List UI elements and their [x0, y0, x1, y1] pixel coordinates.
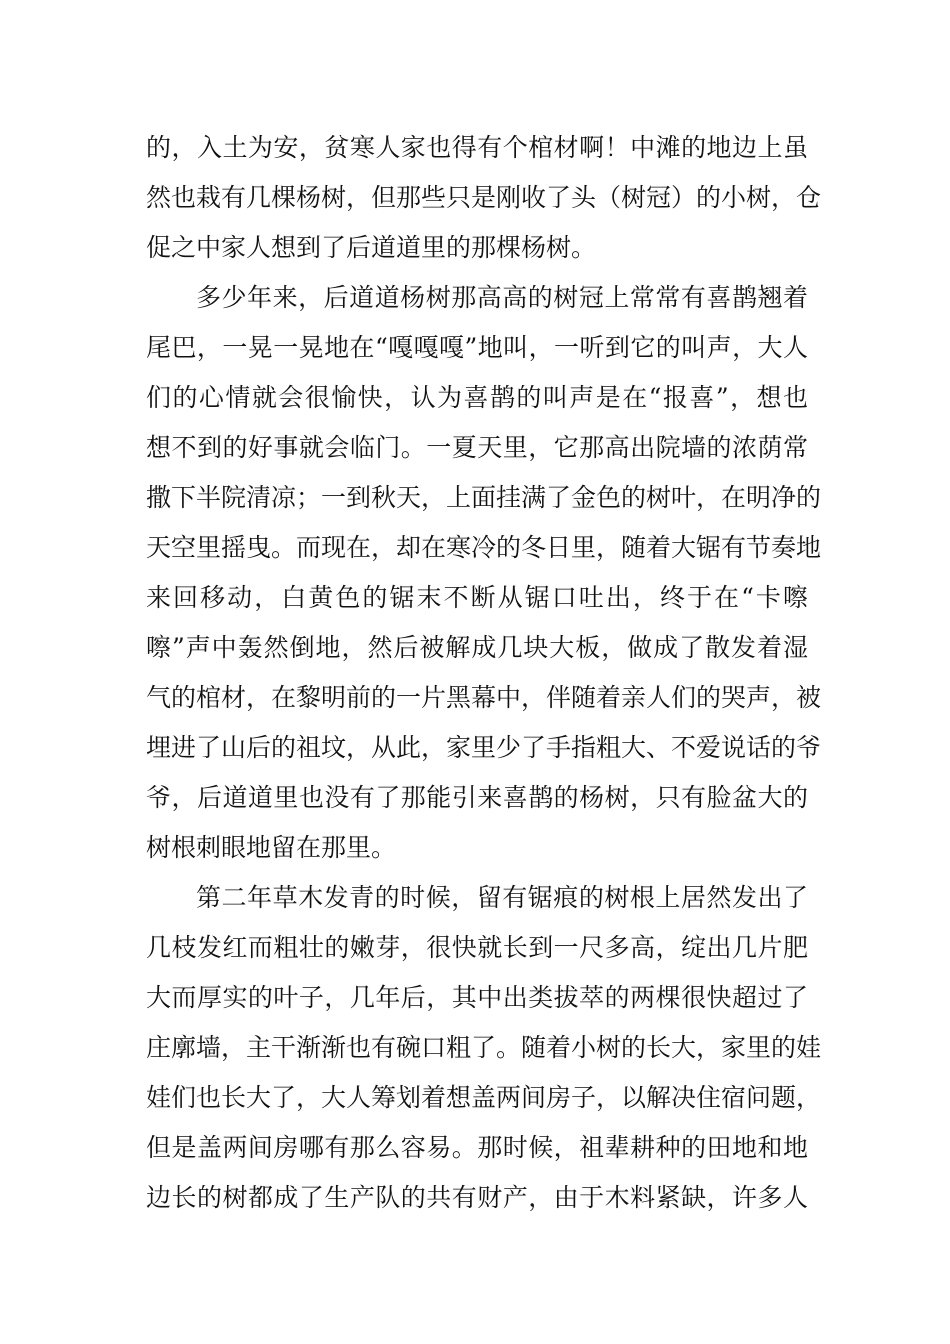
paragraph-2-line-2: 尾巴，一晃一晃地在“嘎嘎嘎”地叫，一听到它的叫声，大人 — [146, 333, 808, 362]
paragraph-2-line-11: 爷，后道道里也没有了那能引来喜鹊的杨树，只有脸盆大的 — [146, 783, 808, 812]
paragraph-3-line-2: 几枝发红而粗壮的嫩芽，很快就长到一尺多高，绽出几片肥 — [146, 933, 808, 962]
paragraph-2-line-9: 气的棺材，在黎明前的一片黑幕中，伴随着亲人们的哭声，被 — [146, 683, 822, 712]
paragraph-2-line-3: 们的心情就会很愉快，认为喜鹊的叫声是在“报喜”，想也 — [146, 383, 808, 412]
paragraph-3-line-4: 庄廓墙，主干渐渐也有碗口粗了。随着小树的长大，家里的娃 — [146, 1033, 822, 1062]
paragraph-1-line-1: 的，入土为安，贫寒人家也得有个棺材啊！中滩的地边上虽 — [146, 133, 808, 162]
paragraph-2-line-7: 来回移动，白黄色的锯末不断从锯口吐出，终于在“卡嚓 — [146, 583, 808, 612]
paragraph-1-line-3: 促之中家人想到了后道道里的那棵杨树。 — [146, 233, 597, 262]
paragraph-1-line-2: 然也栽有几棵杨树，但那些只是刚收了头（树冠）的小树，仓 — [146, 183, 822, 212]
paragraph-3-line-1: 第二年草木发青的时候，留有锯痕的树根上居然发出了 — [196, 883, 808, 912]
paragraph-3-line-5: 娃们也长大了，大人筹划着想盖两间房子，以解决住宿问题， — [146, 1083, 822, 1112]
paragraph-2-line-12: 树根刺眼地留在那里。 — [146, 833, 397, 862]
paragraph-2-line-8: 嚓”声中轰然倒地，然后被解成几块大板，做成了散发着湿 — [146, 633, 808, 662]
paragraph-3-line-3: 大而厚实的叶子，几年后，其中出类拔萃的两棵很快超过了 — [146, 983, 808, 1012]
paragraph-3-line-7: 边长的树都成了生产队的共有财产，由于木料紧缺，许多人 — [146, 1183, 808, 1212]
paragraph-2-line-4: 想不到的好事就会临门。一夏天里，它那高出院墙的浓荫常 — [146, 433, 808, 462]
paragraph-2-line-6: 天空里摇曳。而现在，却在寒冷的冬日里，随着大锯有节奏地 — [146, 533, 822, 562]
paragraph-2-line-1: 多少年来，后道道杨树那高高的树冠上常常有喜鹊翘着 — [196, 283, 808, 312]
paragraph-2-line-5: 撒下半院清凉；一到秋天，上面挂满了金色的树叶，在明净的 — [146, 483, 822, 512]
paragraph-3-line-6: 但是盖两间房哪有那么容易。那时候，祖辈耕种的田地和地 — [146, 1133, 808, 1162]
paragraph-2-line-10: 埋进了山后的祖坟，从此，家里少了手指粗大、不爱说话的爷 — [146, 733, 822, 762]
